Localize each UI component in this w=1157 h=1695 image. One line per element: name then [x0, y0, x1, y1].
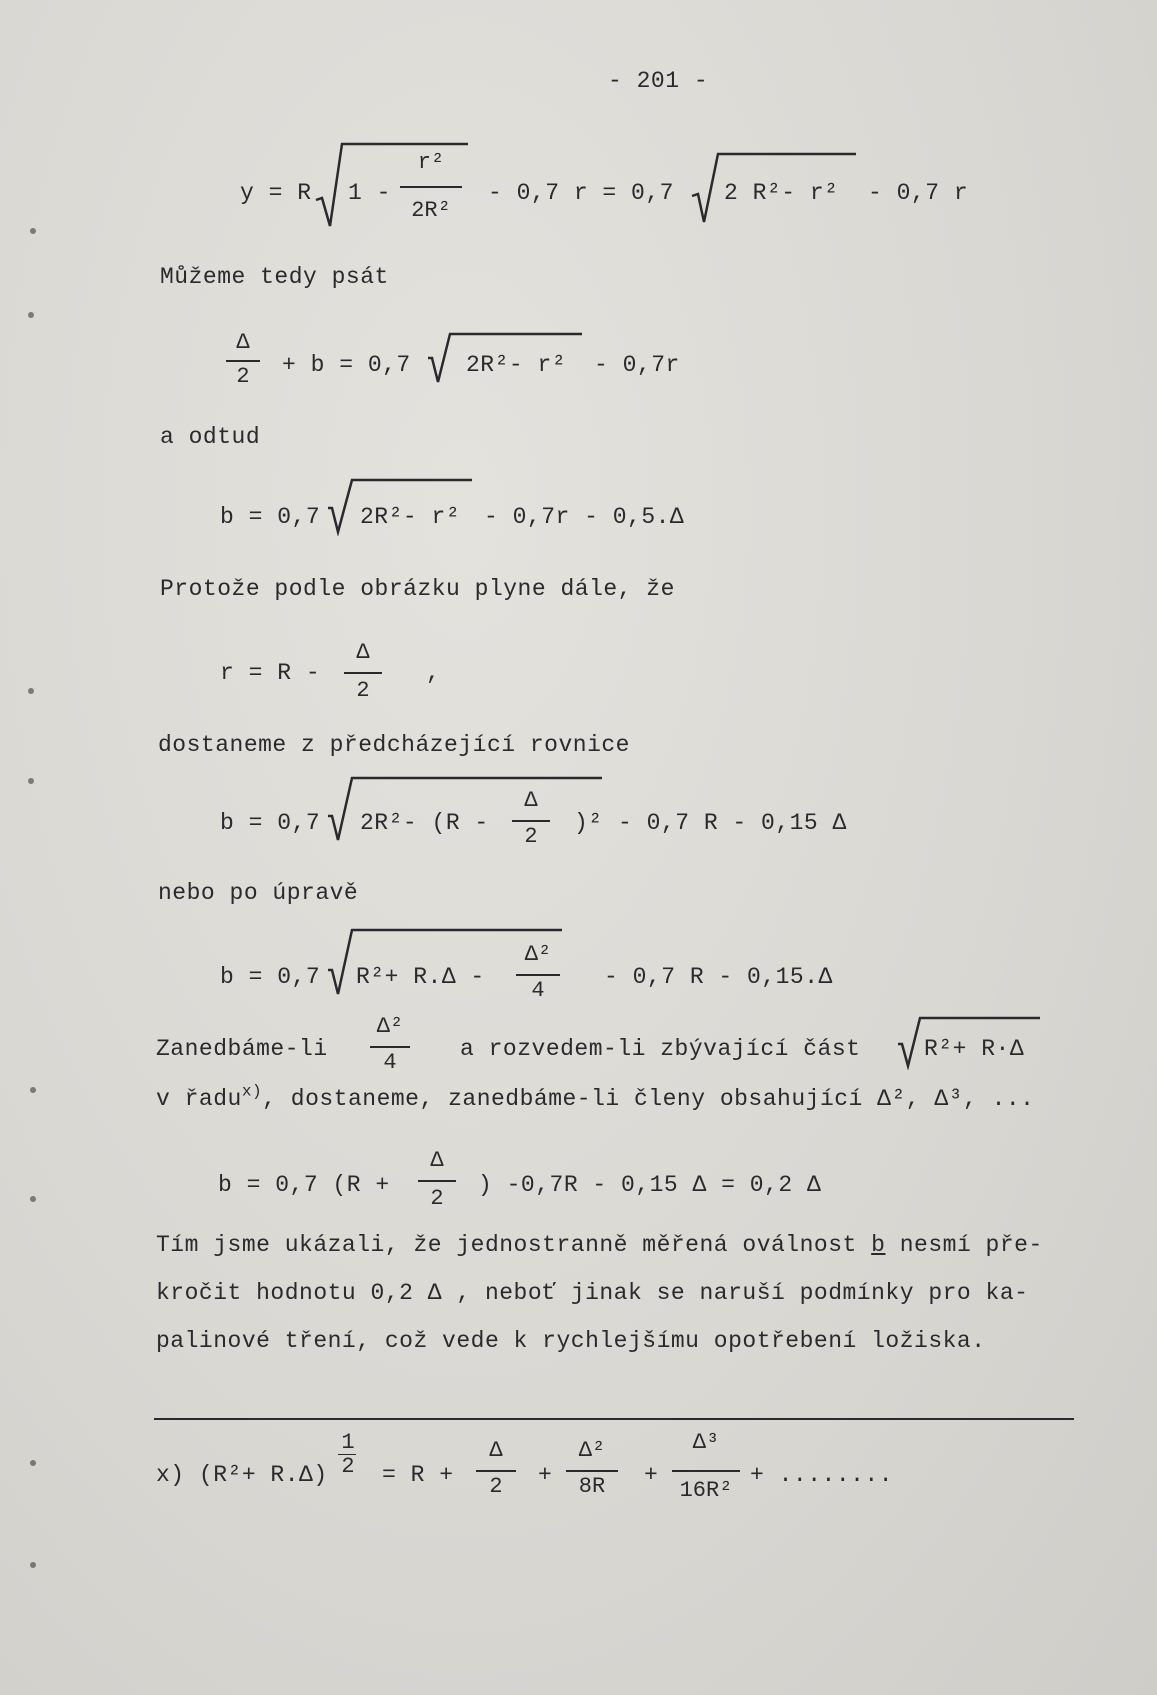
footnote-f1-den: 2: [489, 1474, 503, 1499]
footnote-f2-bar: [566, 1470, 618, 1472]
scan-mark: [30, 1087, 36, 1093]
eq6-den: 4: [531, 978, 545, 1003]
conclusion-line-3: palinové tření, což vede k rychlejšímu opotřebení ložiska.: [156, 1328, 986, 1354]
zanedbame-radicand: R²+ R·Δ: [924, 1036, 1025, 1062]
eq2-den: 2: [236, 364, 250, 389]
eq2-fraction-bar: [226, 360, 260, 362]
scan-mark: [30, 1562, 36, 1568]
conclusion-underlined-b: b: [871, 1232, 886, 1258]
footnote-tail: + ........: [750, 1462, 894, 1488]
conclusion-line-1: [156, 1232, 1043, 1258]
footnote-exp-num: 1: [341, 1430, 355, 1455]
footnote-f1-bar: [476, 1470, 516, 1472]
eq7-lhs: b = 0,7 (R +: [218, 1172, 390, 1198]
eq5-radicand-a: 2R²- (R -: [360, 810, 489, 836]
paragraph-protoze: Protože podle obrázku plyne dále, že: [160, 576, 675, 602]
zanedbame-num: Δ²: [376, 1014, 404, 1039]
eq1-fraction-bar: [400, 186, 462, 188]
eq2-radicand: 2R²- r²: [466, 352, 567, 378]
eq7-fraction-bar: [418, 1180, 456, 1182]
eq7-tail: ) -0,7R - 0,15 Δ = 0,2 Δ: [478, 1172, 822, 1198]
zanedbame-den: 4: [383, 1050, 397, 1075]
scan-mark: [28, 312, 34, 318]
footnote-f3-bar: [672, 1470, 740, 1472]
paragraph-muzeme: Můžeme tedy psát: [160, 264, 389, 290]
zanedbame-start: Zanedbáme-li: [156, 1036, 328, 1062]
paragraph-nebo: nebo po úpravě: [158, 880, 359, 906]
eq1-middle: - 0,7 r = 0,7: [488, 180, 674, 206]
zanedbame-line2-start: v řadu: [156, 1086, 242, 1112]
eq5-lhs: b = 0,7: [220, 810, 321, 836]
footnote-f1-num: Δ: [489, 1438, 503, 1463]
eq6-lhs: b = 0,7: [220, 964, 321, 990]
footnote-plus-2: +: [644, 1462, 659, 1488]
scan-mark: [30, 1196, 36, 1202]
eq3-tail: - 0,7r - 0,5.Δ: [484, 504, 685, 530]
footnote-f2-num: Δ²: [578, 1438, 606, 1463]
conclusion-line-1a: Tím jsme ukázali, že jednostranně měřená oválnost: [156, 1232, 872, 1258]
footnote-f3-den: 16R²: [679, 1478, 733, 1503]
zanedbame-fraction-bar: [370, 1046, 410, 1048]
eq6-radicand: R²+ R.Δ -: [356, 964, 485, 990]
footnote-plus-1: +: [538, 1462, 553, 1488]
eq2-num: Δ: [236, 330, 250, 355]
eq5-num: Δ: [524, 788, 538, 813]
footnote-f2-den: 8R: [578, 1474, 606, 1499]
conclusion-line-2: kročit hodnotu 0,2 Δ , neboť jinak se naruší podmínky pro ka-: [156, 1280, 1029, 1306]
scan-mark: [30, 228, 36, 234]
eq5-fraction-bar: [512, 820, 550, 822]
page-number: - 201 -: [608, 68, 709, 94]
conclusion-line-1c: nesmí pře-: [885, 1232, 1043, 1258]
footnote-rule: [154, 1418, 1074, 1420]
zanedbame-line2-rest: , dostaneme, zanedbáme-li členy obsahující Δ², Δ³, ...: [262, 1086, 1035, 1112]
eq1-fraction: [398, 152, 464, 174]
eq1-one-minus: 1 -: [348, 180, 391, 206]
eq3-radicand: 2R²- r²: [360, 504, 461, 530]
eq5-radicand-b: )²: [574, 810, 603, 836]
scan-mark: [28, 688, 34, 694]
eq4-fraction-bar: [344, 672, 382, 674]
eq1-radicand-2: 2 R²- r²: [724, 180, 839, 206]
eq4-tail: ,: [426, 660, 441, 686]
eq4-lhs: r = R -: [220, 660, 321, 686]
eq7-den: 2: [430, 1186, 444, 1211]
paragraph-dostaneme: dostaneme z předcházející rovnice: [158, 732, 630, 758]
eq4-num: Δ: [356, 640, 370, 665]
eq1-lhs: y = R: [240, 180, 312, 206]
eq6-fraction-bar: [516, 974, 560, 976]
eq5-den: 2: [524, 824, 538, 849]
eq2-tail: - 0,7r: [594, 352, 680, 378]
eq6-num: Δ²: [524, 942, 552, 967]
scan-mark: [30, 1460, 36, 1466]
footnote-marker: x): [241, 1082, 263, 1101]
eq1-den: 2R²: [411, 198, 451, 223]
footnote-exp-den: 2: [341, 1454, 355, 1479]
footnote-lhs: x) (R²+ R.Δ): [156, 1462, 328, 1488]
eq4-den: 2: [356, 678, 370, 703]
eq7-num: Δ: [430, 1148, 444, 1173]
zanedbame-line2: [156, 1082, 1035, 1112]
scan-mark: [28, 778, 34, 784]
eq2-middle: + b = 0,7: [282, 352, 411, 378]
eq1-num: r²: [417, 150, 445, 175]
footnote-f3-num: Δ³: [692, 1430, 720, 1455]
zanedbame-mid: a rozvedem-li zbývající část: [460, 1036, 861, 1062]
eq5-tail: - 0,7 R - 0,15 Δ: [618, 810, 847, 836]
paragraph-odtud: a odtud: [160, 424, 261, 450]
eq6-tail: - 0,7 R - 0,15.Δ: [604, 964, 833, 990]
eq3-lhs: b = 0,7: [220, 504, 321, 530]
eq1-tail: - 0,7 r: [868, 180, 969, 206]
footnote-eq: = R +: [382, 1462, 454, 1488]
